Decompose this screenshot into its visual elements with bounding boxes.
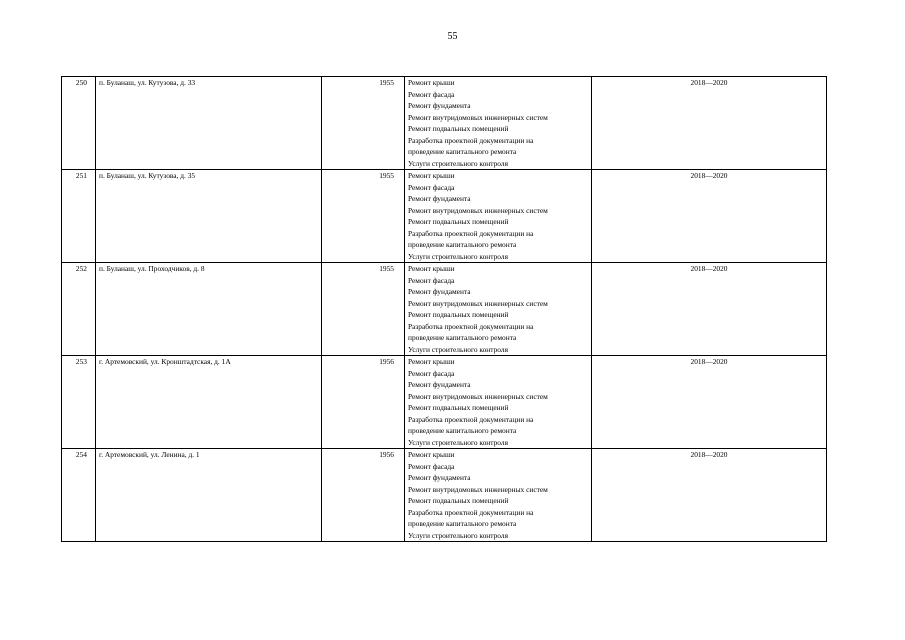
work-item: Ремонт внутридомовых инженерных систем [408,484,548,494]
work-item: Ремонт фундамента [408,101,471,110]
work-item: проведение капитального ремонта [408,240,517,249]
work-item: Услуги строительного контроля [408,344,508,354]
works-cell [405,449,592,542]
table-row [62,77,827,170]
work-item: Ремонт фундамента [408,380,471,389]
work-item: Разработка проектной документации на [408,321,534,331]
work-item: Разработка проектной документации на [408,414,534,424]
work-item: Ремонт фасада [408,368,455,378]
work-item: Ремонт крыши [408,357,455,366]
period-cell: 2018—2020 [592,356,827,449]
work-item: Ремонт крыши [408,78,455,87]
work-item: Ремонт крыши [408,264,455,273]
work-item: проведение капитального ремонта [408,519,517,528]
work-item: Ремонт внутридомовых инженерных систем [408,391,548,401]
work-item: проведение капитального ремонта [408,426,517,435]
works-cell [405,356,592,449]
work-item: Ремонт подвальных помещений [408,496,509,505]
works-cell [405,77,592,170]
work-item: Ремонт подвальных помещений [408,124,509,133]
work-item: Ремонт фундамента [408,194,471,203]
work-item: Ремонт внутридомовых инженерных систем [408,205,548,215]
construction-year: 1956 [322,449,405,542]
work-item: Разработка проектной документации на [408,228,534,238]
row-number: 250 [62,77,96,170]
address-cell: п. Буланаш, ул. Кутузова, д. 35 [96,170,322,263]
row-number: 251 [62,170,96,263]
work-item: Ремонт подвальных помещений [408,403,509,412]
work-item: Ремонт внутридомовых инженерных систем [408,112,548,122]
work-item: проведение капитального ремонта [408,147,517,156]
work-item: Ремонт фундамента [408,473,471,482]
construction-year: 1955 [322,263,405,356]
construction-year: 1955 [322,77,405,170]
work-item: Ремонт внутридомовых инженерных систем [408,298,548,308]
work-item: Ремонт крыши [408,450,455,459]
work-item: Ремонт подвальных помещений [408,310,509,319]
works-cell [405,170,592,263]
address-cell: г. Артемовский, ул. Кронштадтская, д. 1А [96,356,322,449]
work-item: Ремонт фундамента [408,287,471,296]
period-cell: 2018—2020 [592,170,827,263]
work-item: Услуги строительного контроля [408,251,508,261]
period-cell: 2018—2020 [592,449,827,542]
period-cell: 2018—2020 [592,77,827,170]
work-item: Ремонт фасада [408,461,455,471]
row-number: 254 [62,449,96,542]
address-cell: п. Буланаш, ул. Проходчиков, д. 8 [96,263,322,356]
work-item: Услуги строительного контроля [408,437,508,447]
table-row [62,356,827,449]
repair-schedule-table [61,76,827,542]
work-item: Ремонт крыши [408,171,455,180]
works-cell [405,263,592,356]
construction-year: 1955 [322,170,405,263]
work-item: Услуги строительного контроля [408,158,508,168]
page-number: 55 [447,31,458,42]
work-item: Разработка проектной документации на [408,135,534,145]
work-item: Ремонт фасада [408,275,455,285]
construction-year: 1956 [322,356,405,449]
table-row [62,263,827,356]
row-number: 253 [62,356,96,449]
work-item: Ремонт подвальных помещений [408,217,509,226]
address-cell: п. Буланаш, ул. Кутузова, д. 33 [96,77,322,170]
table-row [62,449,827,542]
work-item: Услуги строительного контроля [408,530,508,540]
period-cell: 2018—2020 [592,263,827,356]
work-item: Ремонт фасада [408,89,455,99]
address-cell: г. Артемовский, ул. Ленина, д. 1 [96,449,322,542]
table-body [62,77,827,542]
row-number: 252 [62,263,96,356]
work-item: проведение капитального ремонта [408,333,517,342]
work-item: Разработка проектной документации на [408,507,534,517]
work-item: Ремонт фасада [408,182,455,192]
table-row [62,170,827,263]
